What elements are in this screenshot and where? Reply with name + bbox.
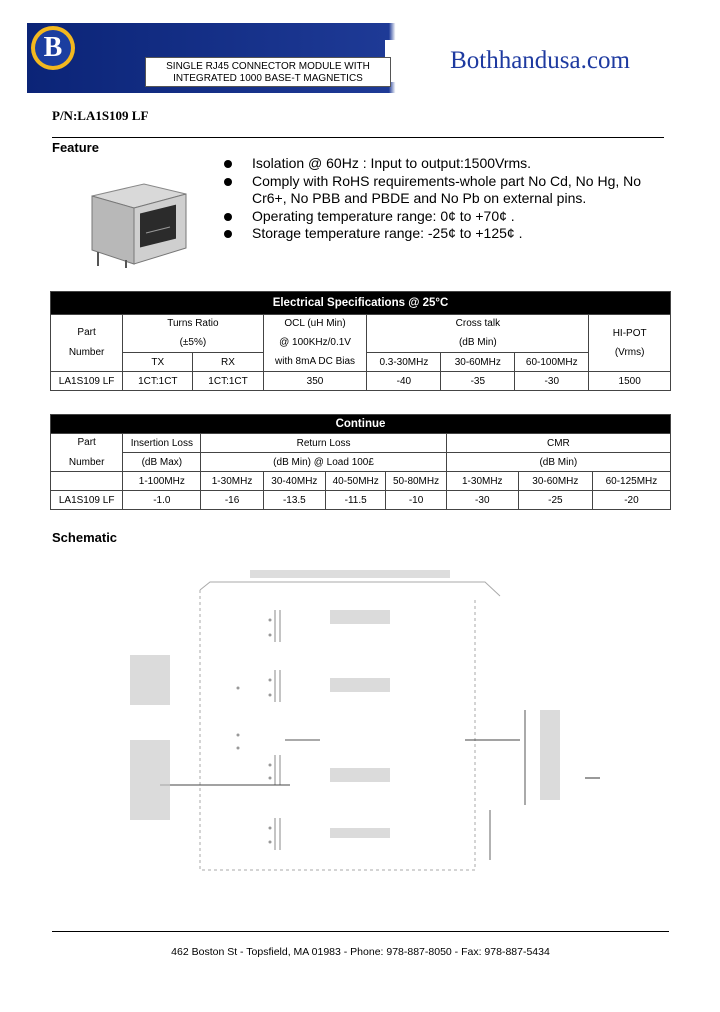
crosstalk-header: Cross talk (dB Min) xyxy=(367,315,589,353)
return-loss-cell: -10 xyxy=(386,491,446,510)
hipot-cell: 1500 xyxy=(589,372,671,391)
part-blank xyxy=(51,472,123,491)
brand-name: Bothhandusa.com xyxy=(450,47,630,74)
tx-header: TX xyxy=(123,353,193,372)
schematic-heading: Schematic xyxy=(52,530,118,545)
return-loss-band: 50-80MHz xyxy=(386,472,446,491)
logo-letter: B xyxy=(35,30,71,66)
insertion-loss-header: Insertion Loss xyxy=(123,434,201,453)
crosstalk-cell: -30 xyxy=(515,372,589,391)
divider xyxy=(52,137,664,138)
return-loss-unit: (dB Min) @ Load 100£ xyxy=(201,453,446,472)
footer-address: 462 Boston St - Topsfield, MA 01983 - Phone: 978-887-8050 - Fax: 978-887-5434 xyxy=(171,946,550,958)
cmr-unit: (dB Min) xyxy=(446,453,670,472)
ocl-cell: 350 xyxy=(263,372,367,391)
table-title: Continue xyxy=(51,415,671,434)
footer-divider xyxy=(52,931,669,932)
list-item: Operating temperature range: 0¢ to +70¢ . xyxy=(222,208,672,226)
cmr-band: 60-125MHz xyxy=(592,472,670,491)
return-loss-band: 40-50MHz xyxy=(326,472,386,491)
ocl-header: OCL (uH Min) @ 100KHz/0.1V with 8mA DC Bias xyxy=(263,315,367,372)
part-cell: LA1S109 LF xyxy=(51,372,123,391)
bullet-icon xyxy=(224,230,232,238)
crosstalk-cell: -40 xyxy=(367,372,441,391)
return-loss-band: 30-40MHz xyxy=(263,472,325,491)
list-item: Isolation @ 60Hz : Input to output:1500Vrms. xyxy=(222,155,672,173)
cmr-cell: -25 xyxy=(518,491,592,510)
return-loss-header: Return Loss xyxy=(201,434,446,453)
insertion-loss-unit: (dB Max) xyxy=(123,453,201,472)
return-loss-cell: -11.5 xyxy=(326,491,386,510)
tx-cell: 1CT:1CT xyxy=(123,372,193,391)
cmr-header: CMR xyxy=(446,434,670,453)
product-title-line1: SINGLE RJ45 CONNECTOR MODULE WITH xyxy=(166,61,370,72)
bullet-icon xyxy=(224,160,232,168)
feature-list xyxy=(222,155,672,243)
continue-spec-table xyxy=(50,414,671,510)
return-loss-band: 1-30MHz xyxy=(201,472,263,491)
product-title-line2: INTEGRATED 1000 BASE-T MAGNETICS xyxy=(173,73,363,84)
part-cell: LA1S109 LF xyxy=(51,491,123,510)
cmr-cell: -30 xyxy=(446,491,518,510)
rx-header: RX xyxy=(193,353,263,372)
hipot-header: HI-POT (Vrms) xyxy=(589,315,671,372)
cmr-cell: -20 xyxy=(592,491,670,510)
feature-heading: Feature xyxy=(52,140,99,155)
crosstalk-band: 0.3-30MHz xyxy=(367,353,441,372)
table-row xyxy=(51,491,671,510)
table-title: Electrical Specifications @ 25°C xyxy=(51,292,671,315)
list-item: Comply with RoHS requirements-whole part No Cd, No Hg, No Cr6+, No PBB and PBDE and No Pb on external pins. xyxy=(222,173,672,208)
schematic-diagram xyxy=(120,560,600,880)
list-item: Storage temperature range: -25¢ to +125¢ . xyxy=(222,225,672,243)
return-loss-cell: -13.5 xyxy=(263,491,325,510)
part-number-header: Part Number xyxy=(51,315,123,372)
part-number-header: Part Number xyxy=(51,434,123,472)
part-number: P/N:LA1S109 LF xyxy=(52,108,149,123)
electrical-spec-table xyxy=(50,291,671,391)
rj45-connector-image xyxy=(82,178,192,268)
cmr-band: 1-30MHz xyxy=(446,472,518,491)
return-loss-cell: -16 xyxy=(201,491,263,510)
insertion-band: 1-100MHz xyxy=(123,472,201,491)
crosstalk-band: 60-100MHz xyxy=(515,353,589,372)
insertion-cell: -1.0 xyxy=(123,491,201,510)
crosstalk-cell: -35 xyxy=(441,372,515,391)
crosstalk-band: 30-60MHz xyxy=(441,353,515,372)
turns-ratio-header: Turns Ratio (±5%) xyxy=(123,315,263,353)
table-row xyxy=(51,372,671,391)
cmr-band: 30-60MHz xyxy=(518,472,592,491)
product-title-box xyxy=(145,57,391,87)
bullet-icon xyxy=(224,213,232,221)
bullet-icon xyxy=(224,178,232,186)
rx-cell: 1CT:1CT xyxy=(193,372,263,391)
